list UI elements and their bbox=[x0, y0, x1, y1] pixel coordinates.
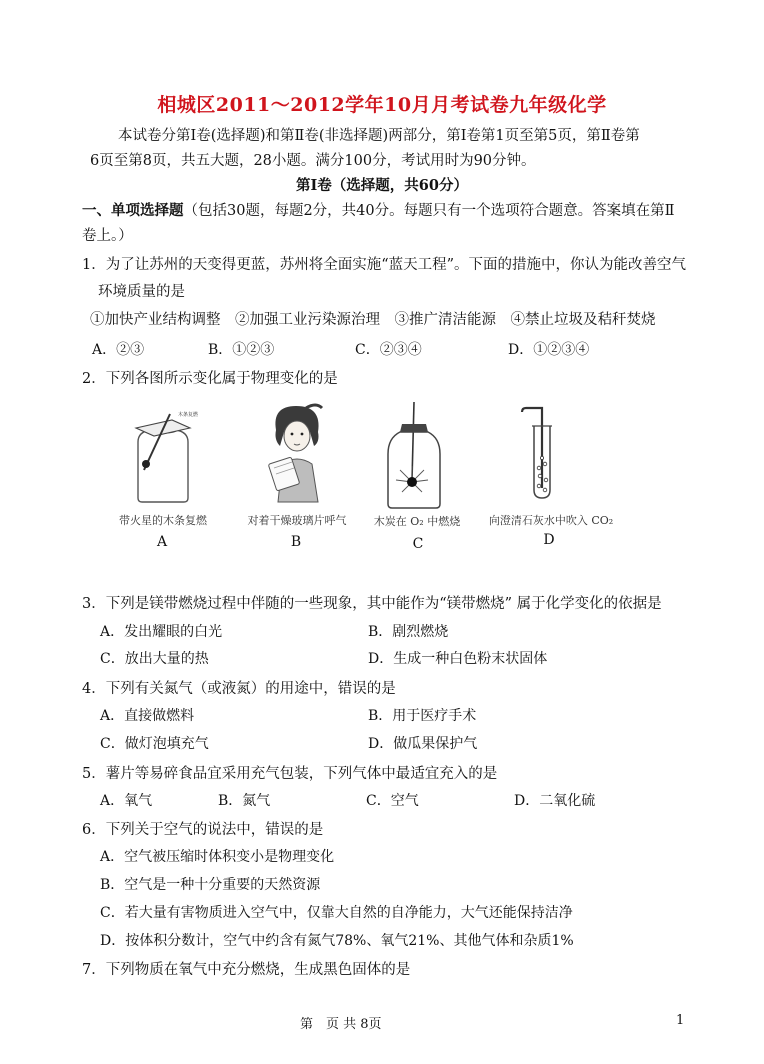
q1-option-c: C．②③④ bbox=[355, 342, 422, 358]
q1-stem: 1．为了让苏州的天变得更蓝，苏州将全面实施“蓝天工程”。下面的措施中，你认为能改善空气 bbox=[82, 257, 687, 273]
intro-line-1: 本试卷分第Ⅰ卷(选择题)和第Ⅱ卷(非选择题)两部分，第Ⅰ卷第1页至第5页，第Ⅱ卷第 bbox=[118, 128, 640, 144]
q6-option-c: C．若大量有害物质进入空气中，仅靠大自然的自净能力，大气还能保持洁净 bbox=[100, 905, 573, 921]
figure-b-letter: B bbox=[290, 534, 302, 550]
footer-page-number: 1 bbox=[676, 1013, 685, 1028]
q3-option-c: C．放出大量的热 bbox=[100, 651, 209, 667]
figure-a-tag: 木条复燃 bbox=[178, 412, 199, 418]
q5-stem: 5．薯片等易碎食品宜采用充气包装，下列气体中最适宜充入的是 bbox=[82, 766, 498, 782]
part1-heading: 一、单项选择题 bbox=[82, 202, 184, 219]
q7-stem: 7．下列物质在氧气中充分燃烧，生成黑色固体的是 bbox=[82, 962, 411, 978]
q6-option-a: A．空气被压缩时体积变小是物理变化 bbox=[100, 849, 335, 865]
intro-line-2: 6页至第8页，共五大题，28小题。满分100分，考试用时为90分钟。 bbox=[90, 153, 536, 169]
figure-b-girl-breath bbox=[264, 402, 330, 504]
part1-heading-line bbox=[82, 199, 674, 220]
part1-desc: （包括30题，每题2分，共40分。每题只有一个选项符合题意。答案填在第Ⅱ bbox=[183, 203, 675, 219]
figure-c-letter: C bbox=[412, 536, 424, 552]
figure-a-jar-splint bbox=[118, 408, 208, 504]
q1-option-b: B．①②③ bbox=[208, 342, 275, 358]
section-title: 第Ⅰ卷（选择题，共60分） bbox=[296, 177, 468, 194]
q5-option-a: A．氧气 bbox=[100, 793, 153, 809]
q1-option-a: A．②③ bbox=[92, 342, 145, 358]
footer-page-info: 第 页 共 8页 bbox=[300, 1017, 382, 1032]
figure-a-caption: 带火星的木条复燃 bbox=[119, 514, 207, 527]
q1-option-d: D．①②③④ bbox=[508, 342, 590, 358]
q3-option-d: D．生成一种白色粉末状固体 bbox=[368, 651, 548, 667]
q1-stem-cont: 环境质量的是 bbox=[98, 284, 185, 300]
figure-c-charcoal-bottle bbox=[382, 402, 444, 512]
q3-option-b: B．剧烈燃烧 bbox=[368, 624, 449, 640]
figure-b-caption: 对着干燥玻璃片呼气 bbox=[247, 514, 347, 527]
figure-d-tube-limewater bbox=[512, 404, 562, 500]
q5-option-d: D．二氧化硫 bbox=[514, 793, 596, 809]
q3-option-a: A．发出耀眼的白光 bbox=[100, 624, 223, 640]
q4-option-c: C．做灯泡填充气 bbox=[100, 736, 209, 752]
part1-desc-cont: 卷上。） bbox=[82, 228, 133, 244]
q5-option-b: B．氮气 bbox=[218, 793, 271, 809]
q1-measures: ①加快产业结构调整 ②加强工业污染源治理 ③推广清洁能源 ④禁止垃圾及秸秆焚烧 bbox=[90, 312, 656, 328]
figure-a-letter: A bbox=[156, 534, 168, 550]
q5-option-c: C．空气 bbox=[366, 793, 419, 809]
q6-stem: 6．下列关于空气的说法中，错误的是 bbox=[82, 822, 324, 838]
q4-option-b: B．用于医疗手术 bbox=[368, 708, 477, 724]
q6-option-b: B．空气是一种十分重要的天然资源 bbox=[100, 877, 321, 893]
figure-d-caption: 向澄清石灰水中吹入 CO₂ bbox=[488, 514, 614, 527]
exam-title: 相城区2011～2012学年10月月考试卷九年级化学 bbox=[157, 94, 607, 116]
q6-option-d: D．按体积分数计，空气中约含有氮气78%、氧气21%、其他气体和杂质1% bbox=[100, 933, 574, 949]
q4-stem: 4．下列有关氮气（或液氮）的用途中，错误的是 bbox=[82, 681, 396, 697]
figure-d-letter: D bbox=[543, 532, 555, 548]
q2-stem: 2．下列各图所示变化属于物理变化的是 bbox=[82, 371, 338, 387]
figure-c-caption: 木炭在 O₂ 中燃烧 bbox=[373, 515, 461, 528]
q3-stem: 3．下列是镁带燃烧过程中伴随的一些现象，其中能作为“镁带燃烧” 属于化学变化的依据是 bbox=[82, 596, 662, 612]
q4-option-a: A．直接做燃料 bbox=[100, 708, 195, 724]
q4-option-d: D．做瓜果保护气 bbox=[368, 736, 478, 752]
